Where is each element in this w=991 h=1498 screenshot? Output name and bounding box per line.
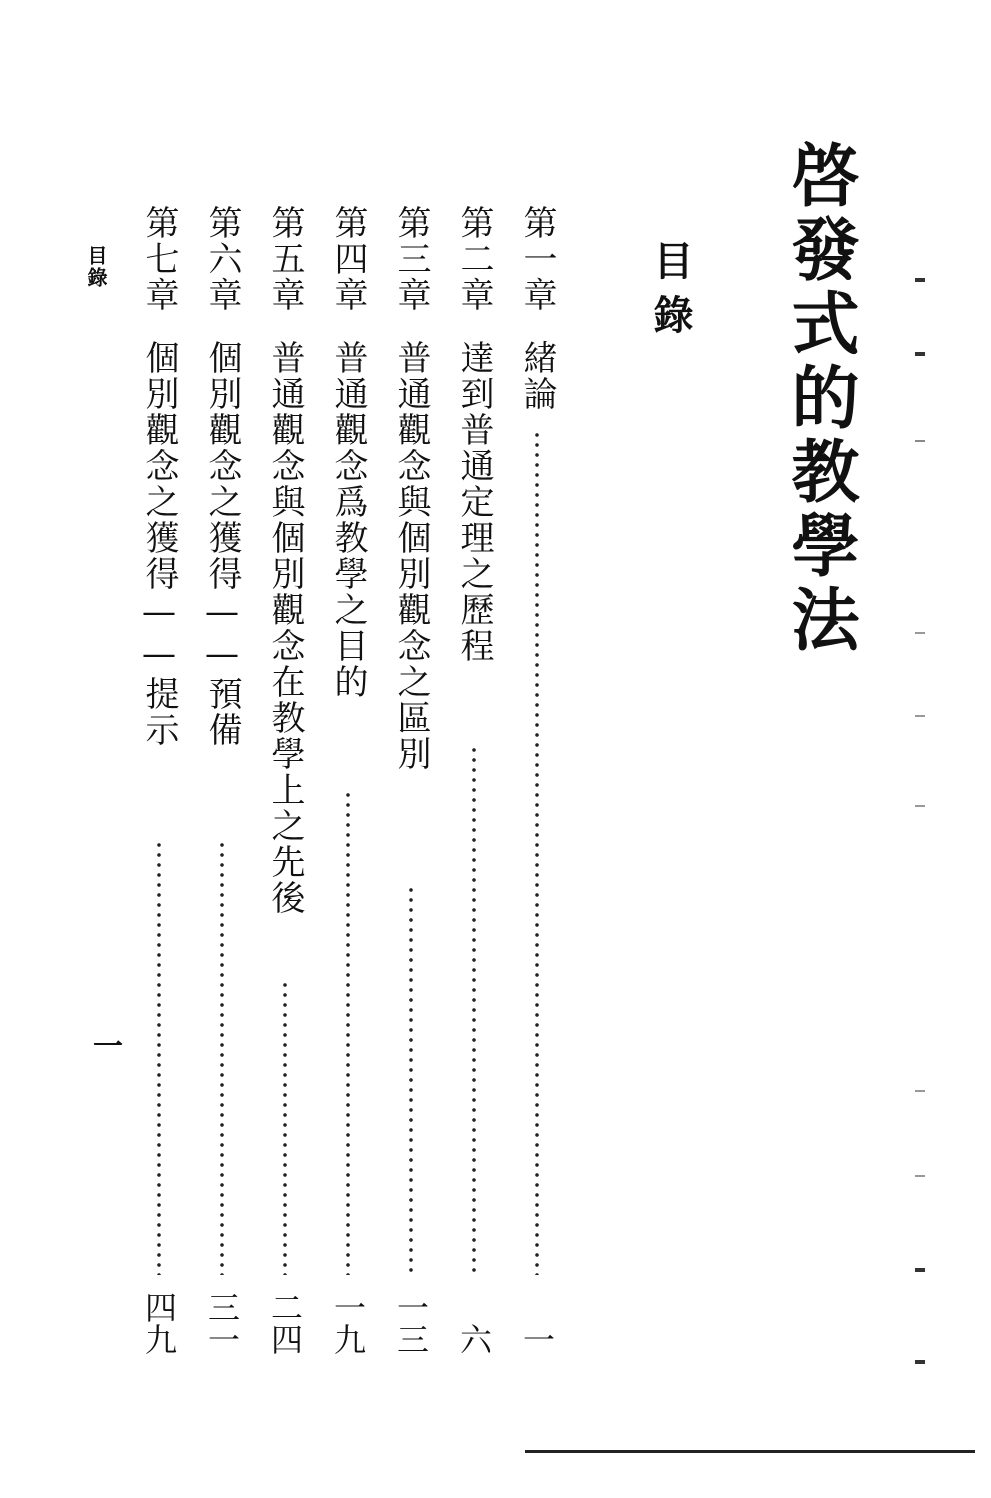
dot-leader — [218, 840, 226, 1275]
margin-mark — [915, 352, 925, 356]
folio-page-number: 一 — [87, 1030, 122, 1060]
chapter-number: 第一章 — [517, 205, 557, 313]
margin-mark — [915, 715, 925, 717]
toc-entry — [515, 205, 559, 1355]
dot-leader — [155, 840, 163, 1275]
dot-leader — [407, 885, 415, 1275]
margin-mark — [915, 1268, 925, 1272]
chapter-title: 個別觀念之獲得——預備 — [202, 340, 242, 748]
toc-entry — [137, 205, 181, 1355]
dot-leader — [533, 430, 541, 1275]
page-number: 一九 — [329, 1291, 367, 1355]
margin-mark — [915, 1090, 925, 1092]
margin-mark — [915, 1175, 925, 1177]
toc-entry — [263, 205, 307, 1355]
chapter-number: 第六章 — [202, 205, 242, 313]
chapter-title: 緒論 — [517, 340, 557, 412]
chapter-title: 普通觀念與個別觀念之區別 — [391, 340, 431, 772]
page-number: 六 — [455, 1323, 493, 1355]
toc-entry — [389, 205, 433, 1355]
chapter-number: 第四章 — [328, 205, 368, 313]
page-number: 四九 — [140, 1291, 178, 1355]
margin-mark — [915, 1360, 925, 1364]
chapter-number: 第三章 — [391, 205, 431, 313]
margin-mark — [915, 440, 925, 442]
chapter-number: 第二章 — [454, 205, 494, 313]
page-number: 三一 — [203, 1291, 241, 1355]
dot-leader — [344, 790, 352, 1275]
chapter-number: 第七章 — [139, 205, 179, 313]
margin-mark — [915, 805, 925, 807]
page-number: 一三 — [392, 1291, 430, 1355]
toc-heading: 目錄 — [647, 240, 694, 348]
bottom-rule — [525, 1450, 975, 1453]
toc-entry — [200, 205, 244, 1355]
dot-leader — [470, 745, 478, 1275]
book-title: 啓發式的教學法 — [780, 140, 860, 658]
dot-leader — [281, 980, 289, 1275]
toc-entry — [326, 205, 370, 1355]
running-head: 目錄 — [84, 245, 108, 289]
chapter-number: 第五章 — [265, 205, 305, 313]
page-number: 一 — [518, 1323, 556, 1355]
chapter-title: 普通觀念爲教學之目的 — [328, 340, 368, 700]
chapter-title: 個別觀念之獲得——提示 — [139, 340, 179, 748]
chapter-title: 達到普通定理之歷程 — [454, 340, 494, 664]
margin-mark — [915, 632, 925, 634]
page-number: 二四 — [266, 1291, 304, 1355]
chapter-title: 普通觀念與個別觀念在教學上之先後 — [265, 340, 305, 916]
toc-entry — [452, 205, 496, 1355]
margin-mark — [915, 278, 925, 282]
